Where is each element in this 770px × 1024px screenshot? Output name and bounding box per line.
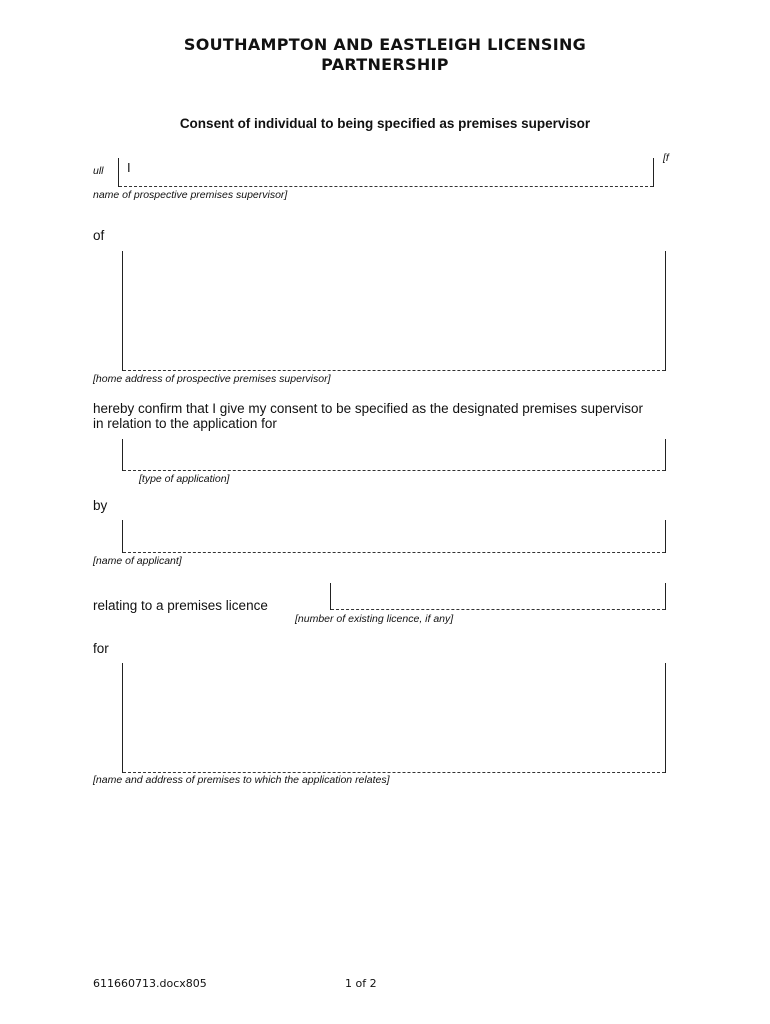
applicant-name-caption: [name of applicant] xyxy=(93,555,182,567)
existing-licence-number-field[interactable] xyxy=(330,583,666,610)
home-address-caption: [home address of prospective premises supervisor] xyxy=(93,373,331,385)
field-underline xyxy=(123,370,665,371)
of-label: of xyxy=(93,228,105,243)
supervisor-name-caption: name of prospective premises supervisor] xyxy=(93,189,288,201)
page-title-line-2: PARTNERSHIP xyxy=(321,55,449,74)
for-label: for xyxy=(93,641,109,656)
name-prefix-fragment-right: [f xyxy=(663,152,669,164)
applicant-name-field[interactable] xyxy=(122,520,666,553)
consent-statement-line-1: hereby confirm that I give my consent to be specified as the designated premises supervisor xyxy=(93,401,644,416)
application-type-caption: [type of application] xyxy=(139,473,230,485)
field-underline xyxy=(119,186,653,187)
premises-caption: [name and address of premises to which the application relates] xyxy=(93,774,390,786)
consent-statement-line-2: in relation to the application for xyxy=(93,416,277,431)
field-underline xyxy=(331,609,665,610)
page-title-line-1: SOUTHAMPTON AND EASTLEIGH LICENSING xyxy=(183,35,587,54)
premises-name-address-field[interactable] xyxy=(122,663,666,773)
name-prefix-fragment-left: ull xyxy=(93,165,104,177)
home-address-field[interactable] xyxy=(122,251,666,371)
supervisor-name-value: I xyxy=(127,160,131,175)
form-subtitle: Consent of individual to being specified as premises supervisor xyxy=(179,116,591,131)
field-underline xyxy=(123,552,665,553)
supervisor-name-field[interactable] xyxy=(118,158,654,187)
footer-filename: 611660713.docx805 xyxy=(93,977,207,990)
by-label: by xyxy=(93,498,108,513)
field-underline xyxy=(123,470,665,471)
existing-licence-caption: [number of existing licence, if any] xyxy=(295,613,454,625)
field-underline xyxy=(123,772,665,773)
footer-page-number: 1 of 2 xyxy=(345,977,377,990)
application-type-field[interactable] xyxy=(122,439,666,471)
premises-licence-label: relating to a premises licence xyxy=(93,598,268,613)
